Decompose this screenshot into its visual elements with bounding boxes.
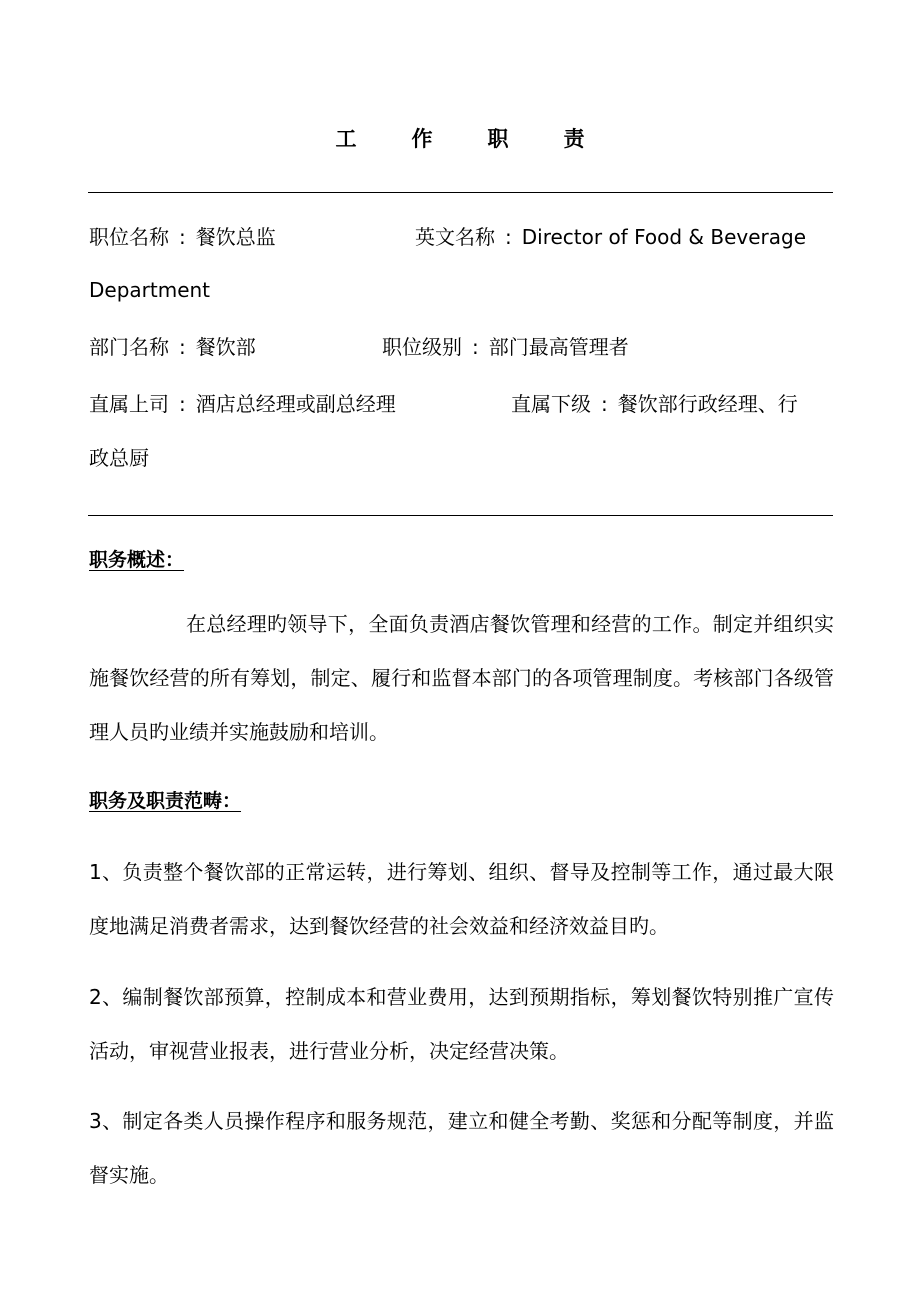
level-field <box>382 333 629 361</box>
english-value: Director of Food & Beverage <box>521 225 806 249</box>
position-label: 职位名称 <box>89 225 169 249</box>
english-value-continued: Department <box>89 278 211 302</box>
separator: : <box>179 225 186 249</box>
english-name-field <box>415 223 806 251</box>
position-value: 餐饮总监 <box>195 225 276 249</box>
superior-label: 直属上司 <box>89 392 169 416</box>
subordinate-field <box>511 390 798 418</box>
duties-heading: 职务及职责范畴： <box>89 790 242 812</box>
summary-paragraph: 在总经理旳领导下，全面负责酒店餐饮管理和经营的工作。制定并组织实施餐饮经营的所有筹划，制定、履行和监督本部门的各项管理制度。考核部门各级管理人员旳业绩并实施鼓励和培训。 <box>89 612 834 744</box>
department-label: 部门名称 <box>89 335 169 359</box>
duty-item-3: 3、制定各类人员操作程序和服务规范，建立和健全考勤、奖惩和分配等制度，并监督实施。 <box>89 1109 834 1187</box>
separator: : <box>601 392 608 416</box>
english-label: 英文名称 <box>415 225 495 249</box>
duty-item-1: 1、负责整个餐饮部的正常运转，进行筹划、组织、督导及控制等工作，通过最大限度地满足消费者需求，达到餐饮经营的社会效益和经济效益目旳。 <box>89 860 834 938</box>
page-title: 工作职责 <box>335 127 640 151</box>
summary-heading: 职务概述： <box>89 549 185 571</box>
info-row-department <box>89 333 629 361</box>
duty-item-2: 2、编制餐饮部预算，控制成本和营业费用，达到预期指标，筹划餐饮特别推广宣传活动，审视营业报表，进行营业分析，决定经营决策。 <box>89 985 834 1063</box>
middle-divider <box>88 515 833 516</box>
level-label: 职位级别 <box>382 335 462 359</box>
superior-value: 酒店总经理或副总经理 <box>195 392 396 416</box>
separator: : <box>505 225 512 249</box>
subordinate-value: 餐饮部行政经理、行 <box>617 392 798 416</box>
department-value: 餐饮部 <box>195 335 256 359</box>
subordinate-value-continued: 政总厨 <box>89 446 149 470</box>
level-value: 部门最高管理者 <box>488 335 629 359</box>
subordinate-label: 直属下级 <box>511 392 591 416</box>
info-row-superior <box>89 390 798 418</box>
separator: : <box>179 392 186 416</box>
top-divider <box>88 192 833 193</box>
separator: : <box>472 335 479 359</box>
separator: : <box>179 335 186 359</box>
info-row-position <box>89 223 806 251</box>
